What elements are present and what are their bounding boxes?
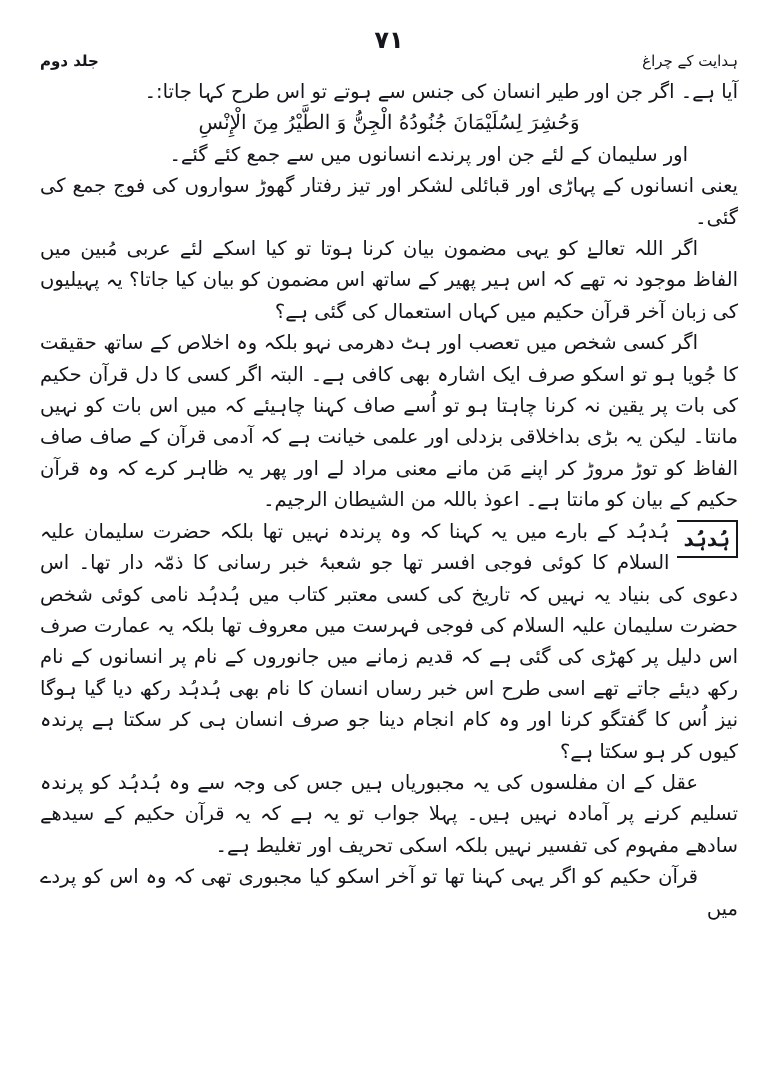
paragraph: قرآن حکیم کو اگر یہی کہنا تھا تو آخر اسکو کیا مجبوری تھی کہ وہ اس کو پردے میں xyxy=(40,865,738,920)
section-heading: ہُدہُد xyxy=(677,520,738,558)
verse-translation: اور سلیمان کے لئے جن اور پرندے انسانوں میں سے جمع کئے گئے۔ xyxy=(169,142,688,166)
paragraph: عقل کے ان مفلسوں کی یہ مجبوریاں ہیں جس کی وجہ سے وہ ہُدہُد کو پرندہ تسلیم کرنے پر آمادہ نہیں ہیں۔ پہلا جواب تو یہ ہے کہ یہ قرآن حکیم کے سیدھے سادھے مفہوم کی تفسیر نہیں بلکہ اسکی تحریف اور تغلیط ہے۔ xyxy=(40,770,738,857)
volume-label: جلد دوم xyxy=(40,52,99,70)
paragraph: آیا ہے۔ اگر جن اور طیر انسان کی جنس سے ہوتے تو اس طرح کہا جاتا:۔ xyxy=(144,80,738,103)
page-number: ۷۱ xyxy=(374,26,404,54)
page-header xyxy=(40,18,738,76)
hoopoe-section xyxy=(40,516,738,767)
running-title: ہدایت کے چراغ xyxy=(642,52,738,70)
paragraph: اگر اللہ تعالےٰ کو یہی مضمون بیان کرنا ہوتا تو کیا اسکے لئے عربی مُبین میں الفاظ موجود نہ تھے کہ اس ہیر پھیر کے ساتھ اس مضمون کو بیان کیا جاتا؟ یہ پہیلیوں کی زبان آخر قرآن حکیم میں کہاں استعمال کی گئی ہے؟ xyxy=(40,237,738,323)
page-body xyxy=(40,76,738,924)
paragraph: اگر کسی شخص میں تعصب اور ہٹ دھرمی نہو بلکہ وہ اخلاص کے ساتھ حقیقت کا جُویا ہو تو اسکو صرف ایک اشارہ بھی کافی ہے۔ البتہ اگر کسی کا دل قرآن حکیم کی بات پر یقین نہ کرنا چاہتا ہو تو اُسے صاف کہنا چاہیئے کہ میں اس بات کو نہیں مانتا۔ لیکن یہ بڑی بداخلاقی بزدلی اور علمی خیانت ہے کہ آدمی قرآن کے صاف صاف الفاظ کو توڑ مروڑ کر اپنے مَن مانے معنی مراد لے اور پھر یہ ظاہر کرے کہ وہ قرآن حکیم کے بیان کو مانتا ہے۔ اعوذ باللہ من الشیطان الرجیم۔ xyxy=(40,331,738,512)
paragraph: ہُدہُد کے بارے میں یہ کہنا کہ وہ پرندہ نہیں تھا بلکہ حضرت سلیمان علیہ السلام کا کوئی فوجی افسر تھا جو شعبۂ خبر رسانی کا ذمّہ دار تھا۔ اس دعوی کی بنیاد یہ نہیں کہ تاریخ کی کسی معتبر کتاب میں ہُدہُد نامی کوئی شخص حضرت سلیمان علیہ السلام کی فوجی فہرست میں معروف تھا بلکہ یہ عمارت صرف اس دلیل پر کھڑی کی گئی ہے کہ قدیم زمانے میں جانوروں کے نام پر انسانوں کے نام رکھ دیئے جاتے تھے اسی طرح اس خبر رساں انسان کا نام بھی ہُدہُد رکھ دیا گیا ہوگا نیز اُس کا گفتگو کرنا اور وہ کام انجام دینا جو صرف انسان ہی کر سکتا ہے پرندہ کیوں کر ہو سکتا ہے؟ xyxy=(40,519,738,763)
paragraph: یعنی انسانوں کے پہاڑی اور قبائلی لشکر اور تیز رفتار گھوڑ سواروں کی فوج جمع کی گئی۔ xyxy=(40,174,738,229)
quran-verse: وَحُشِرَ لِسُلَيْمَانَ جُنُودُهُ الْجِنُّ وَ الطَّيْرُ مِنَ الْإِنْسِ xyxy=(198,110,580,135)
